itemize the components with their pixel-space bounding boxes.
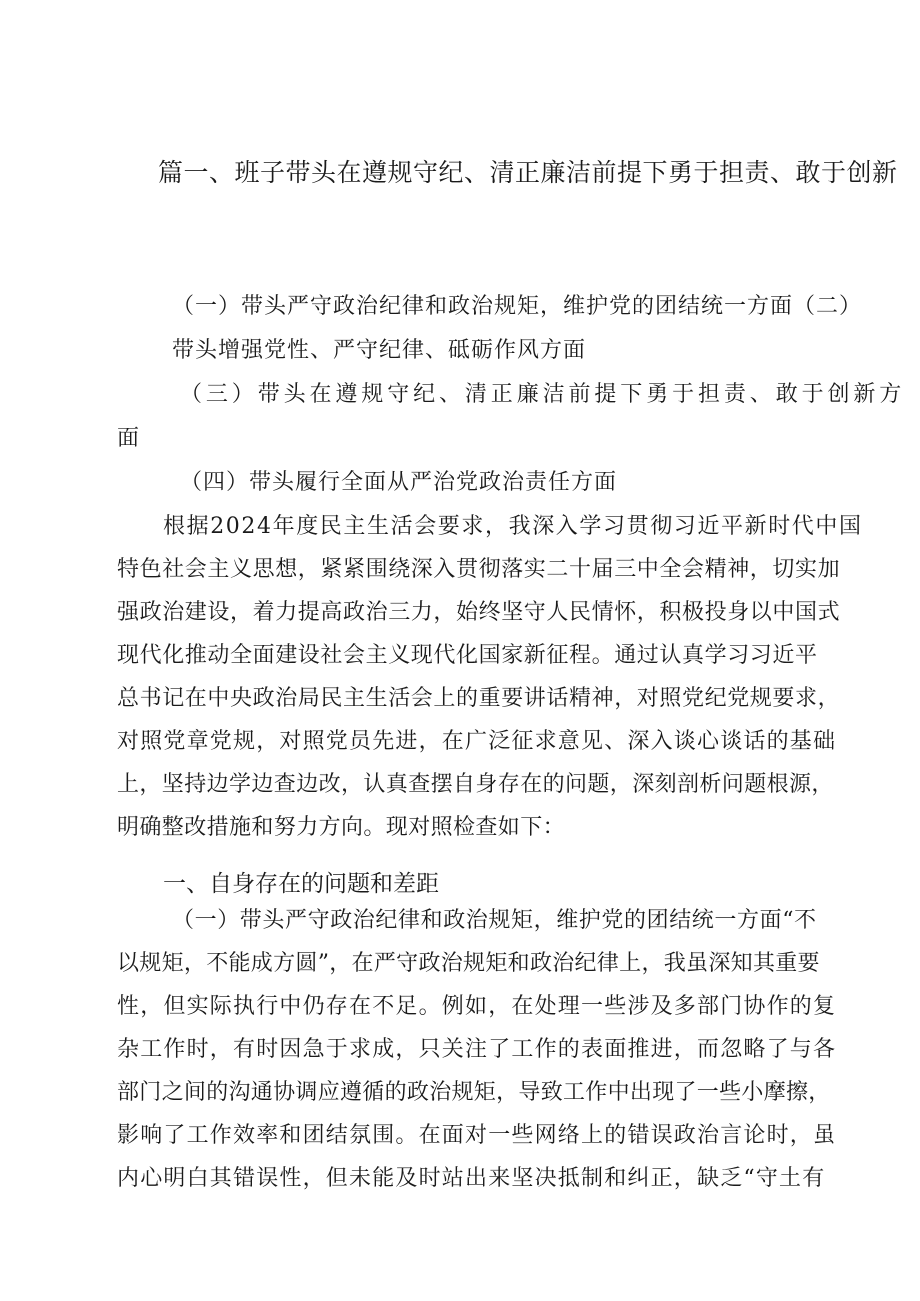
toc-item-1-line-2: 带头增强党性、严守纪律、砥砺作风方面 bbox=[172, 338, 587, 363]
intro-line: 根据2024年度民主生活会要求，我深入学习贯彻习近平新时代中国 bbox=[163, 514, 863, 539]
section-1-line: （一）带头严守政治纪律和政治规矩，维护党的团结统一方面“不 bbox=[172, 908, 817, 933]
section-1-line: 部门之间的沟通协调应遵循的政治规矩，导致工作中出现了一些小摩擦， bbox=[117, 1080, 831, 1105]
intro-line: 对照党章党规，对照党员先进，在广泛征求意见、深入谈心谈话的基础 bbox=[117, 729, 837, 754]
section-1-line: 以规矩，不能成方圆”，在严守政治规矩和政治纪律上，我虽深知其重要 bbox=[117, 951, 820, 976]
intro-line: 明确整改措施和努力方向。现对照检查如下： bbox=[117, 815, 566, 840]
section-1-heading: 一、自身存在的问题和差距 bbox=[163, 871, 439, 897]
intro-line: 总书记在中央政治局民主生活会上的重要讲话精神，对照党纪党规要求， bbox=[117, 686, 841, 711]
document-title-line-1: 篇一、班子带头在遵规守纪、清正廉洁前提下勇于担责、敢于创新 bbox=[158, 158, 898, 187]
intro-line: 特色社会主义思想，紧紧围绕深入贯彻落实二十届三中全会精神，切实加 bbox=[117, 557, 841, 582]
section-1-line: 性，但实际执行中仍存在不足。例如，在处理一些涉及多部门协作的复 bbox=[117, 994, 837, 1019]
intro-line: 现代化推动全面建设社会主义现代化国家新征程。通过认真学习习近平 bbox=[117, 643, 818, 668]
toc-item-4: （四）带头履行全面从严治党政治责任方面 bbox=[180, 470, 618, 495]
toc-item-3-line-1: （三）带头在遵规守纪、清正廉洁前提下勇于担责、敢于创新方 bbox=[180, 382, 906, 407]
intro-line: 强政治建设，着力提高政治三力，始终坚守人民情怀，积极投身以中国式 bbox=[117, 600, 841, 625]
toc-item-3-line-2: 面 bbox=[117, 426, 141, 451]
toc-item-1-line-1: （一）带头严守政治纪律和政治规矩，维护党的团结统一方面（二） bbox=[172, 294, 863, 319]
document-title-line-2 bbox=[262, 205, 920, 230]
section-1-line: 内心明白其错误性，但未能及时站出来坚决抵制和纠正，缺乏“守土有 bbox=[117, 1166, 826, 1191]
section-1-line: 影响了工作效率和团结氛围。在面对一些网络上的错误政治言论时，虽 bbox=[117, 1123, 837, 1148]
intro-line: 上，坚持边学边查边改，认真查摆自身存在的问题，深刻剖析问题根源， bbox=[117, 772, 834, 797]
section-1-line: 杂工作时，有时因急于求成，只关注了工作的表面推进，而忽略了与各 bbox=[117, 1037, 837, 1062]
